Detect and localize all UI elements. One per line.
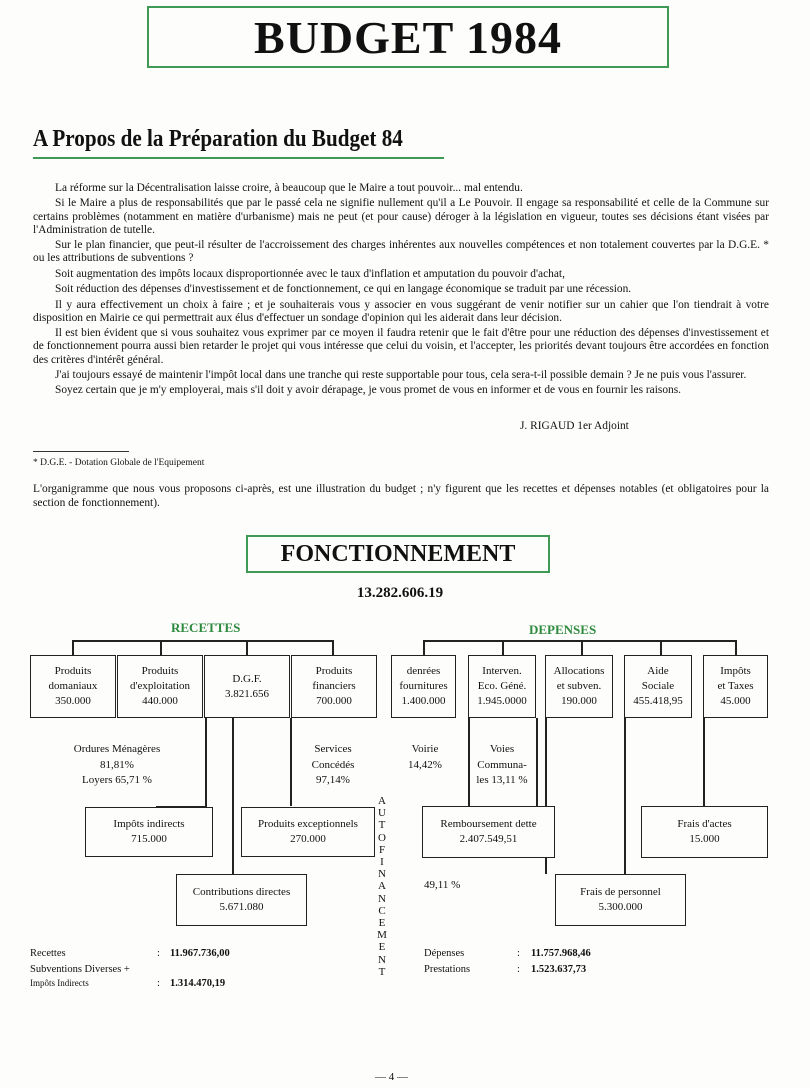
connector [332, 640, 334, 656]
box-label: Impôts indirects [113, 818, 185, 830]
box-value: 5.300.000 [598, 901, 643, 913]
recette-dgf [204, 655, 290, 718]
signature: J. RIGAUD 1er Adjoint [520, 420, 629, 432]
vertical-letter: O [378, 831, 386, 844]
box-label: D.G.F. [232, 672, 262, 685]
annotation-ordures [67, 742, 167, 789]
box-value: 270.000 [290, 833, 326, 845]
vertical-letter: T [378, 819, 386, 832]
box-label: Produits [54, 665, 92, 677]
box-label: et Taxes [717, 680, 754, 692]
recettes-label: RECETTES [171, 620, 241, 635]
box-label: d'exploitation [129, 680, 191, 692]
annotation-text: 14,42% [408, 758, 442, 771]
budget-title-box [147, 6, 669, 68]
vertical-letter: A [378, 795, 386, 807]
box-label: Produits [141, 665, 179, 677]
value: 1.523.637,73 [531, 964, 587, 975]
summary-colon: : [157, 978, 160, 989]
annotation-text: Voirie [411, 743, 439, 755]
connector [581, 640, 583, 656]
article-title-underline [33, 157, 444, 159]
annotation-text: 81,81% [100, 758, 134, 771]
paragraph: Il est bien évident que si vous souhaitez vous exprimer par ce moyen il faudra retenir que le fait d'être pour une réduction des dépenses d'investissement et de fonctionnement pourra aussi bien retarder le projet qui vous intéresse que celui du voisin, et l'accepter, les priorités devant toujours être accordées en fonction des critères d'intérêt général. [33, 327, 769, 366]
box-value: 1.945.0000 [477, 695, 527, 707]
box-label: fournitures [399, 680, 448, 692]
vertical-letter: E [378, 917, 386, 930]
connector [660, 640, 662, 656]
vertical-letter: M [377, 929, 387, 942]
fonctionnement-title: FONCTIONNEMENT [280, 540, 516, 567]
connector [468, 718, 470, 806]
box-label: Contributions directes [192, 886, 291, 898]
fonctionnement-box [246, 535, 550, 573]
box-label: domaniaux [48, 680, 98, 692]
box-value: 350.000 [55, 695, 91, 707]
box-label: Allocations [553, 665, 605, 677]
annotation-text: les 13,11 % [476, 774, 528, 786]
summary-prestations-label: Prestations [424, 964, 471, 975]
box-impots-indirects [85, 807, 213, 857]
box-label: denrées [406, 665, 441, 677]
connector [423, 640, 425, 656]
footnote-rule [33, 451, 129, 452]
vertical-letter: F [378, 843, 386, 856]
paragraph: Soit réduction des dépenses d'investissement et de fonctionnement, ce qui en langage économique se traduit par une récession. [55, 283, 632, 296]
recette-produits-exploitation [117, 655, 203, 718]
box-remboursement-dette [422, 806, 555, 858]
box-value: 440.000 [142, 695, 178, 707]
recette-produits-domaniaux [30, 655, 116, 718]
box-value: 190.000 [561, 695, 597, 707]
connector [232, 718, 234, 874]
value: 11.757.968,46 [531, 948, 591, 959]
paragraph: Soyez certain que je m'y employerai, mais s'il doit y avoir dérapage, je vous promet de vous en informer et de vous en fournir les raisons. [55, 384, 681, 397]
box-value: 455.418,95 [633, 695, 683, 707]
paragraph: Si le Maire a plus de responsabilités que par le passé cela ne signifie nullement qu'il a Le Pouvoir. Il engage sa responsabilité et celle de la Commune sur certains problèmes (notamment en matière d'urbanisme) mais ne peut (et pour cause) déroger à la législation en vigueur, toutes ses décisions étant visées par l'Administration de tutelle. [33, 197, 769, 236]
box-value: 715.000 [131, 833, 167, 845]
annotation-contrib-pct: 49,11 % [424, 879, 461, 891]
annotation-text: Communa- [477, 758, 527, 771]
box-label: Sociale [641, 680, 675, 692]
vertical-letter: E [378, 941, 386, 954]
summary-colon: : [517, 948, 520, 959]
recette-produits-financiers [291, 655, 377, 718]
depense-allocations [545, 655, 613, 718]
budget-title: BUDGET 1984 [254, 11, 562, 63]
paragraph: Il y aura effectivement un choix à faire ; et je souhaiterais vous y associer en vous suggérant de venir notifier sur un cahier que l'on tiendrait à votre disposition en Mairie ce qui permettrait aux élus d'effectuer un sondage d'opinion qui les aiderait dans leur décision. [33, 298, 769, 324]
vertical-letter: N [378, 953, 386, 966]
box-label: Impôts [720, 665, 751, 677]
box-label: Eco. Géné. [477, 680, 527, 692]
connector [536, 718, 538, 806]
box-value: 700.000 [316, 695, 352, 707]
box-label: Produits exceptionnels [258, 818, 358, 830]
box-value: 3.821.656 [225, 687, 269, 700]
annotation-text: Ordures Ménagères [73, 743, 161, 755]
vertical-letter: I [380, 856, 384, 869]
recettes-bus [72, 640, 332, 642]
connector [160, 640, 162, 656]
paragraph: Soit augmentation des impôts locaux disproportionnée avec le taux d'inflation et amputation du pouvoir d'achat, [55, 267, 565, 280]
depense-interventions [468, 655, 536, 718]
summary-colon: : [517, 964, 520, 975]
box-label: Frais de personnel [580, 886, 661, 898]
summary-recettes-label: Recettes [30, 948, 66, 959]
value: 1.314.470,19 [170, 978, 226, 989]
box-label: Remboursement dette [440, 818, 537, 830]
total-amount: 13.282.606.19 [356, 585, 444, 601]
connector [502, 640, 504, 656]
box-produits-exceptionnels [241, 807, 375, 857]
box-value: 1.400.000 [401, 695, 446, 707]
summary-impots-label: Impôts Indirects [30, 978, 89, 988]
article-title: A Propos de la Préparation du Budget 84 [33, 126, 403, 152]
vertical-letter: N [378, 892, 386, 905]
box-contributions-directes [176, 874, 307, 926]
connector [205, 718, 207, 808]
paragraph: La réforme sur la Décentralisation laisse croire, à beaucoup que le Maire a tout pouvoir... mal entendu. [55, 182, 523, 194]
annotation-text: Services [314, 743, 352, 755]
summary-recettes-value [170, 948, 230, 959]
summary-impots-value [170, 978, 225, 989]
autofinancement-label [376, 795, 388, 978]
depenses-label: DEPENSES [529, 622, 597, 637]
depenses-bus [423, 640, 735, 642]
vertical-letter: N [378, 868, 386, 881]
box-value: 5.671.080 [219, 901, 264, 913]
annotation-text: 97,14% [316, 774, 350, 786]
connector [703, 718, 705, 806]
annotation-text: Loyers 65,71 % [82, 774, 152, 786]
connector [624, 718, 626, 874]
connector [72, 640, 74, 656]
box-label: Produits [315, 665, 353, 677]
vertical-letter: C [378, 904, 386, 917]
summary-depenses-value [531, 948, 591, 959]
paragraph: J'ai toujours essayé de maintenir l'impôt local dans une tranche qui reste supportable pour tous, cela sera-t-il possible demain ? Je ne puis vous l'assurer. [55, 368, 747, 381]
vertical-letter: U [378, 807, 386, 820]
vertical-letter: A [378, 880, 386, 893]
summary-prestations-value [531, 964, 586, 975]
connector [735, 640, 737, 656]
summary-subventions-label: Subventions Diverses + [30, 964, 130, 975]
box-value: 15.000 [689, 833, 720, 845]
box-label: Frais d'actes [677, 818, 732, 830]
depense-impots-taxes [703, 655, 768, 718]
vertical-letter: T [378, 965, 386, 978]
page-number: — 4 — [375, 1071, 408, 1083]
connector [290, 718, 292, 806]
value: 11.967.736,00 [170, 948, 230, 959]
depense-aide-sociale [624, 655, 692, 718]
box-frais-personnel [555, 874, 686, 926]
annotation-text: Concédés [311, 758, 355, 771]
footnote: * D.G.E. - Dotation Globale de l'Equipement [33, 458, 205, 468]
annotation-voirie [405, 742, 445, 773]
box-value: 45.000 [720, 695, 751, 707]
annotation-text: Voies [489, 743, 515, 755]
depense-denrees [391, 655, 456, 718]
box-label: Interven. [482, 665, 522, 677]
intro-text: L'organigramme que nous vous proposons ci-après, est une illustration du budget ; n'y figurent que les recettes et dépenses notables (et obligatoires pour la section de fonctionnement). [33, 483, 769, 509]
box-label: Aide [647, 665, 669, 677]
article-body [33, 182, 769, 400]
annotation-services [308, 742, 358, 789]
box-value: 2.407.549,51 [459, 833, 518, 845]
box-label: financiers [312, 680, 356, 692]
box-label: et subven. [556, 680, 602, 692]
box-frais-actes [641, 806, 768, 858]
summary-depenses-label: Dépenses [424, 948, 465, 959]
paragraph: Sur le plan financier, que peut-il résulter de l'accroissement des charges inhérentes aux nouvelles compétences et non totalement couvertes par la D.G.E. * ou les attributions de subventions ? [33, 239, 769, 265]
connector [246, 640, 248, 656]
annotation-voies [472, 742, 532, 789]
summary-colon: : [157, 948, 160, 959]
